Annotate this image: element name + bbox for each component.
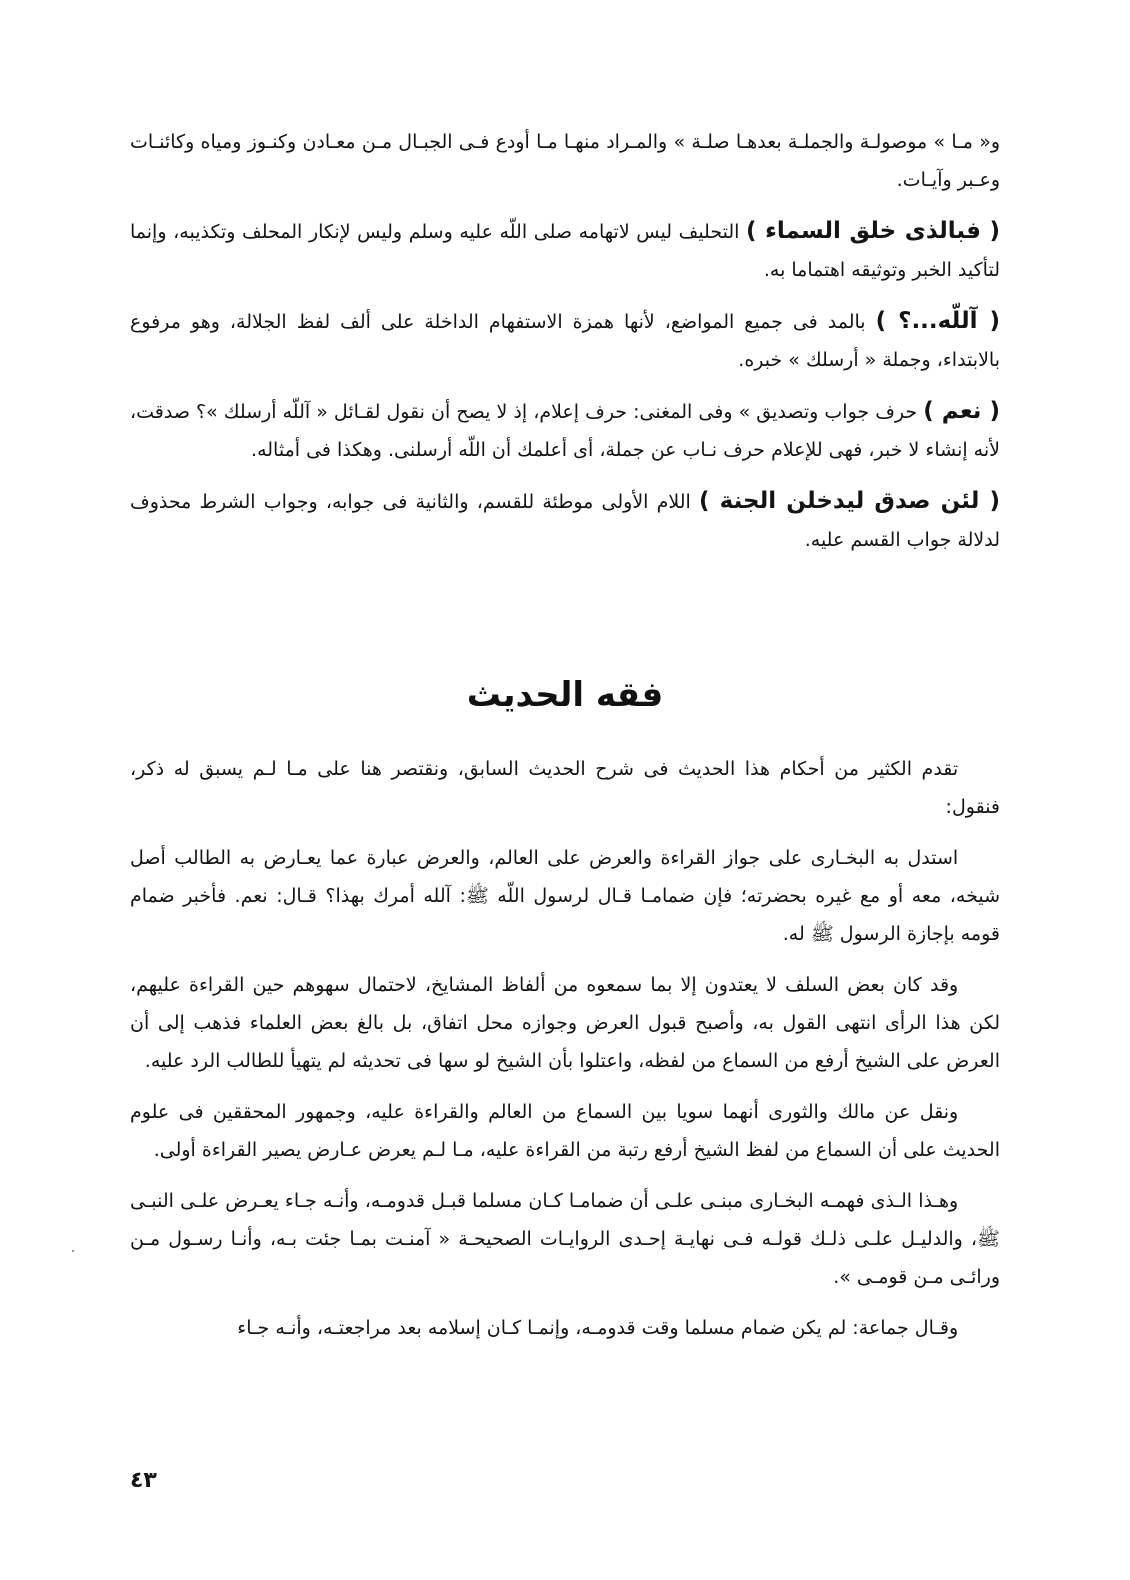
margin-mark: [72, 1250, 74, 1252]
paragraph-la-in-sadaqa: [130, 482, 1000, 559]
paragraph-text: و« مـا » موصولـة والجملـة بعدهـا صلـة » والمـراد منهـا مـا أودع فـى الجبـال مـن معـادن وكنـوز ومياه وكائنـات وعـبر وآيـات.: [130, 131, 1000, 191]
paragraph-malik-thawri: ونقل عن مالك والثورى أنهما سويا بين السماع من العالم والقراءة عليه، وجمهور المحققين فى علوم الحديث على أن السماع من لفظ الشيخ أرفع رتبة من القراءة عليه، مـا لـم يعرض عـارض يصير القراءة أولى.: [130, 1101, 1000, 1161]
paragraph-term: ( فبالذى خلق السماء ): [746, 218, 1000, 244]
lower-text-block: [130, 750, 1000, 1360]
paragraph-term: ( آللّه...؟ ): [875, 308, 1000, 334]
paragraph-oath-explanation: [130, 212, 1000, 289]
paragraph-allah-question: [130, 302, 1000, 379]
paragraph-group-opinion: وقـال جماعة: لم يكن ضمام مسلما وقت قدومـه، وإنمـا كـان إسلامه بعد مراجعتـه، وأنـه جـاء: [237, 1317, 959, 1339]
paragraph-intro: تقدم الكثير من أحكام هذا الحديث فى شرح الحديث السابق، ونقتصر هنا على مـا لـم يسبق له ذكر، فنقول:: [130, 758, 1000, 818]
paragraph-term: ( نعم ): [923, 398, 1000, 424]
paragraph-ma-explanation: [130, 122, 1000, 199]
paragraph-text: حرف جواب وتصديق » وفى المغنى: حرف إعلام، إذ لا يصح أن نقول لقـائل « آللّه أرسلك »؟ صدقت، لأنه إنشاء لا خبر، فهى للإعلام حرف نـاب عن جملة، أى أعلمك أن اللّه أرسلنى. وهكذا فى أمثاله.: [130, 401, 1000, 461]
paragraph-salaf-view: وقد كان بعض السلف لا يعتدون إلا بما سمعوه من ألفاظ المشايخ، لاحتمال سهوهم حين القراءة عليهم، لكن هذا الرأى انتهى القول به، وأصبح قبول العرض وجوازه محل اتفاق، بل بالغ بعض العلماء فذهب إلى أن العرض على الشيخ أرفع من السماع من لفظه، واعتلوا بأن الشيخ لو سها فى تحديثه لم يتهيأ للطالب الرد عليه.: [130, 974, 1000, 1072]
page-number: ٤٣: [130, 1468, 157, 1493]
paragraph-naam: [130, 392, 1000, 469]
paragraph-text: اللام الأولى موطئة للقسم، والثانية فى جوابه، وجواب الشرط محذوف لدلالة جواب القسم عليه.: [130, 491, 1000, 551]
upper-text-block: [130, 122, 1000, 572]
paragraph-text: التحليف ليس لاتهامه صلى اللّه عليه وسلم وليس لإنكار المحلف وتكذيبه، وإنما لتأكيد الخبر وتوثيقه اهتماما به.: [130, 221, 1000, 281]
paragraph-bukhari-evidence: استدل به البخـارى على جواز القراءة والعرض على العالم، والعرض عبارة عما يعـارض به الطالب أصل شيخه، معه أو مع غيره بحضرته؛ فإن ضمامـا قـال لرسول اللّه ﷺ: آلله أمرك بهذا؟ قـال: نعم. فأخبر ضمام قومه بإجازة الرسول ﷺ له.: [130, 847, 1000, 945]
paragraph-term: ( لئن صدق ليدخلن الجنة ): [699, 488, 1000, 514]
paragraph-dimam-muslim: وهـذا الـذى فهمـه البخـارى مبنـى علـى أن ضمامـا كـان مسلما قبـل قدومـه، وأنـه جـاء يعـرض علـى النبـى ﷺ، والدليـل علـى ذلـك قولـه فـى نهايـة إحـدى الروايـات الصحيحـة « آمنـت بمـا جئت بـه، وأنـا رسـول مـن ورائـى مـن قومـى ».: [130, 1190, 1000, 1288]
section-heading: فقه الحديث: [466, 675, 664, 715]
paragraph-text: بالمد فى جميع المواضع، لأنها همزة الاستفهام الداخلة على ألف لفظ الجلالة، وهو مرفوع بالابتداء، وجملة « أرسلك » خبره.: [130, 311, 1000, 371]
